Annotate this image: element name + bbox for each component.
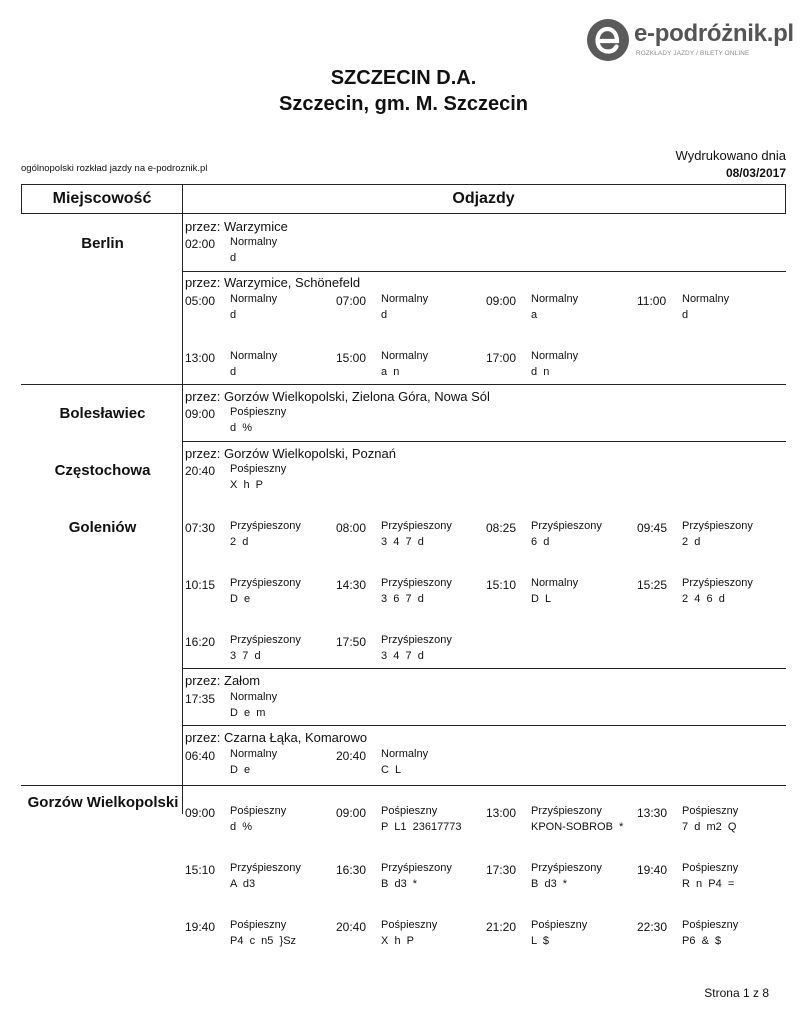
train-type: Normalny bbox=[230, 236, 278, 248]
page-subtitle: Szczecin, gm. M. Szczecin bbox=[279, 93, 528, 115]
departure-time: 19:40 bbox=[185, 920, 216, 934]
departure-time: 06:40 bbox=[185, 749, 216, 763]
train-type: Normalny bbox=[682, 293, 730, 305]
departure-time: 19:40 bbox=[637, 863, 668, 877]
train-type: Normalny bbox=[531, 577, 579, 589]
departure-notes: X h P bbox=[381, 935, 415, 947]
via-route: przez: Gorzów Wielkopolski, Poznań bbox=[185, 446, 396, 461]
departure-entry bbox=[637, 806, 787, 840]
train-type: Normalny bbox=[381, 748, 429, 760]
train-type: Przyśpieszony bbox=[381, 862, 452, 874]
departure-time: 10:15 bbox=[185, 578, 216, 592]
train-type: Pośpieszny bbox=[682, 862, 739, 874]
departure-entry bbox=[637, 521, 787, 555]
departure-time: 17:30 bbox=[486, 863, 517, 877]
departure-entry bbox=[486, 351, 636, 385]
departure-entry bbox=[486, 863, 636, 897]
train-type: Pośpieszny bbox=[682, 805, 739, 817]
departure-time: 16:20 bbox=[185, 635, 216, 649]
departure-notes: KPON-SOBROB * bbox=[531, 821, 624, 833]
departure-notes: a bbox=[531, 309, 538, 321]
train-type: Pośpieszny bbox=[230, 406, 287, 418]
city-goleniow: Goleniów bbox=[68, 519, 137, 536]
train-type: Normalny bbox=[531, 293, 579, 305]
departure-time: 07:00 bbox=[336, 294, 367, 308]
departure-notes: D e m bbox=[230, 707, 266, 719]
departure-time: 21:20 bbox=[486, 920, 517, 934]
train-type: Pośpieszny bbox=[381, 919, 438, 931]
departure-entry bbox=[185, 692, 335, 726]
departure-entry bbox=[185, 237, 335, 271]
departure-time: 22:30 bbox=[637, 920, 668, 934]
via-route: przez: Czarna Łąka, Komarowo bbox=[185, 730, 368, 745]
departure-notes: L $ bbox=[531, 935, 549, 947]
departure-notes: 7 d m2 Q bbox=[682, 821, 737, 833]
departure-time: 17:00 bbox=[486, 351, 517, 365]
departure-time: 08:25 bbox=[486, 521, 517, 535]
e-podroznik-logo bbox=[586, 16, 796, 64]
departure-entry bbox=[486, 521, 636, 555]
departure-time: 15:25 bbox=[637, 578, 668, 592]
city-czestochowa: Częstochowa bbox=[54, 462, 151, 479]
header-departures: Odjazdy bbox=[452, 190, 515, 207]
departure-notes: 6 d bbox=[531, 536, 550, 548]
train-type: Pośpieszny bbox=[531, 919, 588, 931]
departure-time: 13:30 bbox=[637, 806, 668, 820]
train-type: Przyśpieszony bbox=[531, 520, 602, 532]
city-berlin: Berlin bbox=[81, 235, 124, 252]
departure-entry bbox=[336, 578, 486, 612]
departure-time: 02:00 bbox=[185, 237, 216, 251]
train-type: Przyśpieszony bbox=[230, 634, 301, 646]
departure-time: 09:00 bbox=[336, 806, 367, 820]
train-type: Normalny bbox=[230, 691, 278, 703]
column-divider bbox=[182, 214, 183, 814]
departure-time: 15:10 bbox=[185, 863, 216, 877]
departure-notes: D L bbox=[531, 593, 552, 605]
departure-notes: B d3 * bbox=[531, 878, 568, 890]
departure-entry bbox=[185, 521, 335, 555]
train-type: Pośpieszny bbox=[230, 805, 287, 817]
departure-entry bbox=[486, 578, 636, 612]
departure-entry bbox=[336, 294, 486, 328]
departure-time: 14:30 bbox=[336, 578, 367, 592]
departure-notes: D e bbox=[230, 593, 251, 605]
departure-entry bbox=[185, 464, 335, 498]
departure-time: 09:45 bbox=[637, 521, 668, 535]
departure-entry bbox=[185, 578, 335, 612]
departure-time: 13:00 bbox=[185, 351, 216, 365]
departure-notes: B d3 * bbox=[381, 878, 418, 890]
logo-mark-icon bbox=[586, 18, 630, 62]
train-type: Przyśpieszony bbox=[531, 862, 602, 874]
departure-entry bbox=[486, 294, 636, 328]
departure-notes: d % bbox=[230, 422, 253, 434]
departure-notes: C L bbox=[381, 764, 402, 776]
departure-entry bbox=[336, 521, 486, 555]
departure-notes: 2 d bbox=[682, 536, 701, 548]
departure-notes: d bbox=[230, 309, 237, 321]
via-route: przez: Gorzów Wielkopolski, Zielona Góra, Nowa Sól bbox=[185, 389, 490, 404]
departure-entry bbox=[185, 806, 335, 840]
train-type: Pośpieszny bbox=[381, 805, 438, 817]
departure-notes: a n bbox=[381, 366, 400, 378]
departure-entry bbox=[637, 294, 787, 328]
departure-notes: d bbox=[381, 309, 388, 321]
departure-entry bbox=[336, 863, 486, 897]
train-type: Normalny bbox=[381, 293, 429, 305]
departure-notes: d bbox=[230, 252, 237, 264]
departure-entry bbox=[185, 351, 335, 385]
departure-entry bbox=[486, 806, 636, 840]
train-type: Przyśpieszony bbox=[381, 577, 452, 589]
via-route: przez: Warzymice, Schönefeld bbox=[185, 275, 361, 290]
departure-entry bbox=[185, 294, 335, 328]
city-boleslawiec: Bolesławiec bbox=[59, 405, 146, 422]
departure-time: 17:50 bbox=[336, 635, 367, 649]
departure-entry bbox=[185, 863, 335, 897]
departure-time: 09:00 bbox=[185, 806, 216, 820]
train-type: Pośpieszny bbox=[682, 919, 739, 931]
city-gorzow-wielkopolski: Gorzów Wielkopolski bbox=[27, 794, 179, 811]
departure-notes: 3 4 7 d bbox=[381, 536, 424, 548]
departure-entry bbox=[486, 920, 636, 954]
via-route: przez: Załom bbox=[185, 673, 261, 688]
group-separator bbox=[182, 271, 786, 272]
departure-notes: D e bbox=[230, 764, 251, 776]
departure-entry bbox=[336, 351, 486, 385]
page-number: Strona 1 z 8 bbox=[704, 986, 769, 1000]
departure-notes: P6 & $ bbox=[682, 935, 722, 947]
printed-label: Wydrukowano dnia bbox=[675, 148, 786, 163]
departure-time: 20:40 bbox=[336, 920, 367, 934]
train-type: Przyśpieszony bbox=[682, 577, 753, 589]
departure-time: 15:00 bbox=[336, 351, 367, 365]
departure-entry bbox=[185, 749, 335, 783]
city-separator bbox=[21, 785, 786, 786]
departure-time: 17:35 bbox=[185, 692, 216, 706]
departure-time: 16:30 bbox=[336, 863, 367, 877]
departure-entry bbox=[185, 407, 335, 441]
train-type: Przyśpieszony bbox=[531, 805, 602, 817]
departure-entry bbox=[336, 806, 486, 840]
departure-time: 05:00 bbox=[185, 294, 216, 308]
departure-notes: R n P4 = bbox=[682, 878, 735, 890]
logo-text: e-podróżnik.pl bbox=[634, 20, 794, 47]
departure-time: 07:30 bbox=[185, 521, 216, 535]
departure-entry bbox=[336, 635, 486, 669]
departure-time: 20:40 bbox=[185, 464, 216, 478]
departure-notes: P4 c n5 }Sz bbox=[230, 935, 297, 947]
departure-notes: X h P bbox=[230, 479, 264, 491]
departure-notes: A d3 bbox=[230, 878, 256, 890]
departure-entry bbox=[637, 920, 787, 954]
departure-notes: P L1 23617773 bbox=[381, 821, 462, 833]
train-type: Przyśpieszony bbox=[381, 520, 452, 532]
train-type: Normalny bbox=[381, 350, 429, 362]
departure-notes: d n bbox=[531, 366, 550, 378]
departure-notes: d % bbox=[230, 821, 253, 833]
departure-notes: 3 6 7 d bbox=[381, 593, 424, 605]
departure-entry bbox=[185, 635, 335, 669]
departure-entry bbox=[336, 749, 486, 783]
printed-date: 08/03/2017 bbox=[725, 166, 786, 180]
header-place: Miejscowość bbox=[52, 190, 152, 207]
departure-notes: 3 4 7 d bbox=[381, 650, 424, 662]
train-type: Pośpieszny bbox=[230, 463, 287, 475]
departure-time: 08:00 bbox=[336, 521, 367, 535]
departure-notes: 3 7 d bbox=[230, 650, 261, 662]
train-type: Przyśpieszony bbox=[230, 862, 301, 874]
departure-entry bbox=[185, 920, 335, 954]
source-note: ogólnopolski rozkład jazdy na e-podroznik.pl bbox=[21, 163, 208, 174]
train-type: Przyśpieszony bbox=[230, 577, 301, 589]
departure-notes: d bbox=[230, 366, 237, 378]
departure-notes: d bbox=[682, 309, 689, 321]
departure-entry bbox=[637, 578, 787, 612]
departure-time: 15:10 bbox=[486, 578, 517, 592]
departure-time: 09:00 bbox=[185, 407, 216, 421]
train-type: Normalny bbox=[230, 350, 278, 362]
train-type: Przyśpieszony bbox=[682, 520, 753, 532]
via-route: przez: Warzymice bbox=[185, 219, 288, 234]
departure-time: 13:00 bbox=[486, 806, 517, 820]
departure-notes: 2 d bbox=[230, 536, 249, 548]
train-type: Normalny bbox=[230, 748, 278, 760]
train-type: Normalny bbox=[531, 350, 579, 362]
departure-notes: 2 4 6 d bbox=[682, 593, 725, 605]
group-separator bbox=[182, 441, 786, 442]
departure-time: 11:00 bbox=[637, 294, 667, 308]
logo-tagline: ROZKŁADY JAZDY / BILETY ONLINE bbox=[636, 50, 750, 57]
departure-time: 20:40 bbox=[336, 749, 367, 763]
departure-entry bbox=[637, 863, 787, 897]
departure-entry bbox=[336, 920, 486, 954]
page-title: SZCZECIN D.A. bbox=[330, 67, 477, 89]
train-type: Przyśpieszony bbox=[381, 634, 452, 646]
train-type: Normalny bbox=[230, 293, 278, 305]
train-type: Przyśpieszony bbox=[230, 520, 301, 532]
train-type: Pośpieszny bbox=[230, 919, 287, 931]
departure-time: 09:00 bbox=[486, 294, 517, 308]
table-header bbox=[21, 184, 786, 214]
